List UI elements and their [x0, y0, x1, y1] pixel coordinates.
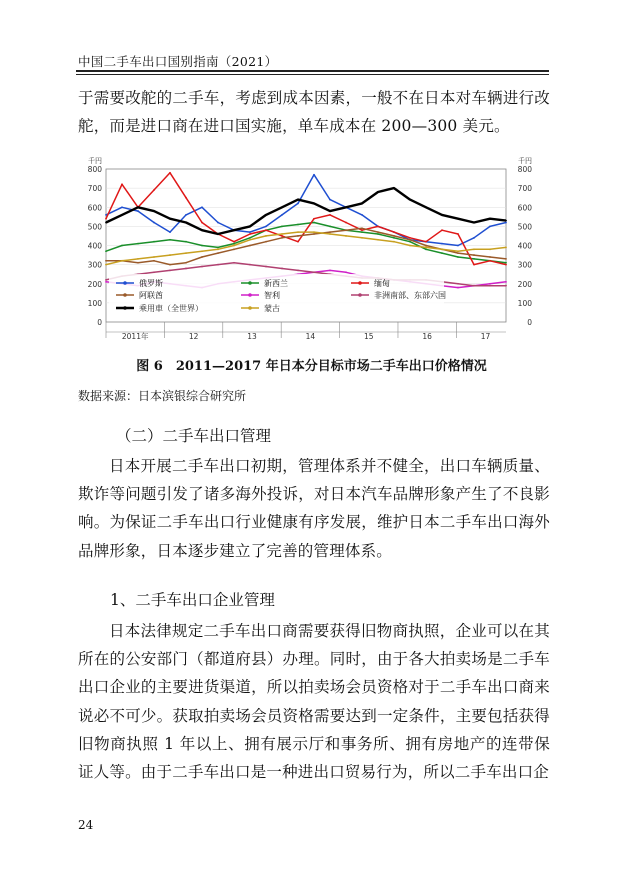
series-point [201, 266, 203, 268]
page-number: 24 [78, 818, 94, 832]
series-point [217, 264, 219, 266]
series-point [249, 231, 251, 233]
series-point [425, 241, 427, 243]
legend-label: 智利 [264, 291, 280, 300]
intro-paragraph: 于需要改舵的二手车，考虑到成本因素，一般不在日本对车辆进行改舵，而是进口商在进口国实施，单车成本在 200—300 美元。 [78, 89, 550, 136]
legend-marker [358, 293, 362, 297]
series-point [393, 241, 395, 243]
y-tick-label-left: 700 [87, 184, 102, 194]
legend-label: 乘用車（全世界） [139, 304, 203, 313]
section-paragraph-export-management: 日本开展二手车出口初期，管理体系并不健全，出口车辆质量、欺诈等问题引发了诸多海外投诉，对日本汽车品牌形象产生了不良影响。为保证二手车出口行业健康有序发展，维护日本二手车出口海外品牌形象，日本逐步建立了完善的管理体系。 [78, 457, 550, 560]
y-tick-label-right: 0 [527, 318, 532, 327]
series-point [121, 260, 123, 262]
y-tick-label-left: 600 [87, 203, 102, 213]
legend-label: 俄罗斯 [139, 279, 163, 288]
series-point [473, 237, 475, 239]
series-point [169, 239, 171, 241]
series-point [297, 231, 299, 233]
figure-caption: 图 6 2011—2017 年日本分目标市场二手车出口价格情况 [136, 359, 487, 374]
series-point [489, 248, 491, 250]
series-point [105, 279, 107, 281]
series-point [441, 248, 443, 250]
series-point [281, 268, 283, 270]
legend-marker [248, 306, 252, 310]
series-point [457, 250, 459, 252]
legend-label: 非洲南部、东部六国 [374, 291, 446, 300]
y-tick-label-left: 100 [87, 298, 102, 308]
series-point [169, 218, 171, 220]
series-point [185, 252, 187, 254]
series-point [121, 206, 123, 208]
series-point [425, 245, 427, 247]
series-point [297, 235, 299, 237]
series-point [249, 233, 251, 235]
series-point [377, 191, 379, 193]
series-point [473, 285, 475, 287]
y-axis-unit-left: 千円 [88, 157, 102, 165]
series-point [361, 203, 363, 205]
series-point [153, 210, 155, 212]
subsection-paragraph-enterprise-management: 日本法律规定二手车出口商需要获得旧物商执照，企业可以在其所在的公安部门（都道府县）办理。同时，由于各大拍卖场是二手车出口企业的主要进货渠道，所以拍卖场会员资格对于二手车出口商来说必不可少。获取拍卖场会员资格需要达到一定条件，主要包括获得旧物商执照 1 年以上、拥有展示厅和事务所、拥有房地产的连带保证人等。由于二手车出口是一种进出口贸易行为，所以二手车出口企 [78, 622, 550, 782]
legend-marker [358, 281, 362, 285]
series-point [153, 260, 155, 262]
series-point [297, 269, 299, 271]
series-point [457, 245, 459, 247]
series-point [473, 248, 475, 250]
series-point [281, 233, 283, 235]
series-point [297, 241, 299, 243]
header-rule-thin [76, 74, 549, 75]
series-point [441, 252, 443, 254]
series-point [233, 248, 235, 250]
series-point [505, 220, 507, 222]
series-point [153, 189, 155, 191]
series-point [329, 231, 331, 233]
series-point [425, 247, 427, 249]
series-point [409, 199, 411, 201]
series-point [393, 235, 395, 237]
series-point [377, 233, 379, 235]
series-point [153, 256, 155, 258]
y-tick-label-left: 300 [87, 260, 102, 270]
series-point [393, 231, 395, 233]
series-point [121, 214, 123, 216]
legend-label: 蒙古 [264, 304, 280, 313]
y-tick-label-right: 300 [517, 260, 532, 270]
series-point [233, 245, 235, 247]
series-point [361, 214, 363, 216]
y-tick-label-left: 400 [87, 241, 102, 251]
series-point [249, 225, 251, 227]
series-point [473, 258, 475, 260]
y-axis-unit-right: 千円 [518, 157, 532, 165]
legend-marker [248, 281, 252, 285]
series-point [281, 225, 283, 227]
subsection-heading-enterprise-management: 1、二手车出口企业管理 [110, 591, 275, 609]
series-point [105, 264, 107, 266]
series-point [505, 247, 507, 249]
y-tick-label-right: 800 [517, 165, 532, 174]
series-point [505, 281, 507, 283]
series-point [265, 235, 267, 237]
series-point [489, 218, 491, 220]
series-point [169, 264, 171, 266]
series-point [313, 231, 315, 233]
series-point [281, 206, 283, 208]
series-point [329, 269, 331, 271]
series-point [249, 239, 251, 241]
series-point [137, 206, 139, 208]
series-point [377, 231, 379, 233]
series-point [409, 237, 411, 239]
series-point [457, 233, 459, 235]
series-point [361, 227, 363, 229]
legend-marker [123, 281, 127, 285]
series-point [105, 281, 107, 283]
x-tick-label: 14 [305, 332, 316, 341]
series-point [329, 214, 331, 216]
series-point [121, 183, 123, 185]
series-point [313, 233, 315, 235]
series-point [265, 241, 267, 243]
series-point [169, 254, 171, 256]
series-point [361, 229, 363, 231]
series-point [313, 203, 315, 205]
series-line [106, 228, 506, 264]
series-point [105, 260, 107, 262]
running-header: 中国二手车出口国别指南（2021） [78, 54, 278, 69]
series-point [105, 218, 107, 220]
legend-marker [248, 293, 252, 297]
series-point [249, 264, 251, 266]
series-point [505, 258, 507, 260]
series-point [457, 256, 459, 258]
series-point [329, 210, 331, 212]
series-point [265, 214, 267, 216]
series-point [409, 245, 411, 247]
series-point [137, 210, 139, 212]
series-point [185, 197, 187, 199]
series-point [457, 252, 459, 254]
y-tick-label-right: 600 [517, 203, 532, 213]
series-point [249, 237, 251, 239]
y-tick-label-right: 200 [517, 279, 532, 289]
series-point [489, 256, 491, 258]
series-point [361, 231, 363, 233]
series-point [217, 222, 219, 224]
series-point [201, 222, 203, 224]
series-point [345, 229, 347, 231]
series-point [169, 172, 171, 174]
series-point [441, 243, 443, 245]
series-point [265, 229, 267, 231]
series-point [489, 260, 491, 262]
y-tick-label-left: 0 [97, 318, 102, 327]
series-point [281, 214, 283, 216]
series-point [185, 268, 187, 270]
series-point [201, 256, 203, 258]
legend-label: 阿联酋 [139, 291, 163, 300]
series-point [297, 199, 299, 201]
series-point [361, 237, 363, 239]
x-tick-label: 12 [188, 332, 199, 341]
series-point [201, 245, 203, 247]
series-point [201, 250, 203, 252]
legend-marker [123, 306, 127, 310]
legend-marker [123, 293, 127, 297]
series-point [329, 225, 331, 227]
series-point [505, 222, 507, 224]
series-point [505, 285, 507, 287]
series-point [281, 237, 283, 239]
y-tick-label-right: 100 [517, 298, 532, 308]
series-point [377, 239, 379, 241]
series-point [345, 222, 347, 224]
series-point [201, 206, 203, 208]
series-point [505, 262, 507, 264]
series-point [489, 225, 491, 227]
series-point [265, 225, 267, 227]
series-point [329, 199, 331, 201]
series-point [473, 222, 475, 224]
series-line [106, 232, 506, 265]
series-point [313, 218, 315, 220]
series-point [153, 241, 155, 243]
series-point [169, 269, 171, 271]
series-point [137, 262, 139, 264]
series-line [106, 223, 506, 263]
series-point [121, 245, 123, 247]
series-point [473, 254, 475, 256]
x-tick-label: 2011年 [121, 332, 149, 341]
series-point [297, 203, 299, 205]
series-point [185, 214, 187, 216]
series-point [217, 248, 219, 250]
series-point [169, 231, 171, 233]
series-point [185, 241, 187, 243]
header-rule-thick [76, 70, 549, 72]
y-tick-label-left: 500 [87, 222, 102, 232]
series-point [217, 247, 219, 249]
series-point [281, 235, 283, 237]
series-point [233, 229, 235, 231]
series-point [217, 252, 219, 254]
series-point [105, 250, 107, 252]
series-point [249, 245, 251, 247]
series-point [457, 218, 459, 220]
series-point [409, 239, 411, 241]
y-tick-label-left: 200 [87, 279, 102, 289]
y-tick-label-right: 500 [517, 222, 532, 232]
series-point [137, 243, 139, 245]
series-point [153, 271, 155, 273]
series-point [441, 229, 443, 231]
series-point [233, 243, 235, 245]
y-tick-label-right: 700 [517, 184, 532, 194]
legend-label: 缅甸 [374, 279, 390, 288]
series-point [345, 206, 347, 208]
series-point [505, 264, 507, 266]
series-point [153, 222, 155, 224]
y-tick-label-right: 400 [517, 241, 532, 251]
x-tick-label: 16 [422, 332, 432, 341]
series-point [473, 264, 475, 266]
x-tick-label: 15 [364, 332, 374, 341]
series-point [313, 222, 315, 224]
series-point [345, 235, 347, 237]
series-point [313, 271, 315, 273]
series-point [265, 266, 267, 268]
series-point [489, 285, 491, 287]
series-point [393, 187, 395, 189]
series-point [409, 241, 411, 243]
series-point [345, 271, 347, 273]
price-chart [74, 152, 552, 347]
series-point [137, 258, 139, 260]
x-tick-label: 17 [480, 332, 491, 341]
series-point [457, 283, 459, 285]
section-heading-export-management: （二）二手车出口管理 [116, 427, 272, 445]
series-point [201, 229, 203, 231]
x-tick-label: 13 [247, 332, 257, 341]
y-tick-label-left: 800 [87, 165, 102, 174]
series-point [313, 174, 315, 176]
series-point [105, 214, 107, 216]
series-point [185, 262, 187, 264]
series-point [489, 283, 491, 285]
series-point [425, 248, 427, 250]
series-point [233, 241, 235, 243]
series-point [441, 214, 443, 216]
series-line [106, 188, 506, 234]
figure-source: 数据来源：日本滨银综合研究所 [78, 389, 247, 403]
series-point [457, 287, 459, 289]
legend-label: 新西兰 [264, 279, 288, 288]
series-point [217, 233, 219, 235]
series-point [297, 224, 299, 226]
series-point [393, 237, 395, 239]
series-point [233, 262, 235, 264]
series-point [105, 222, 107, 224]
series-point [329, 233, 331, 235]
series-point [377, 225, 379, 227]
series-point [425, 206, 427, 208]
series-point [185, 222, 187, 224]
